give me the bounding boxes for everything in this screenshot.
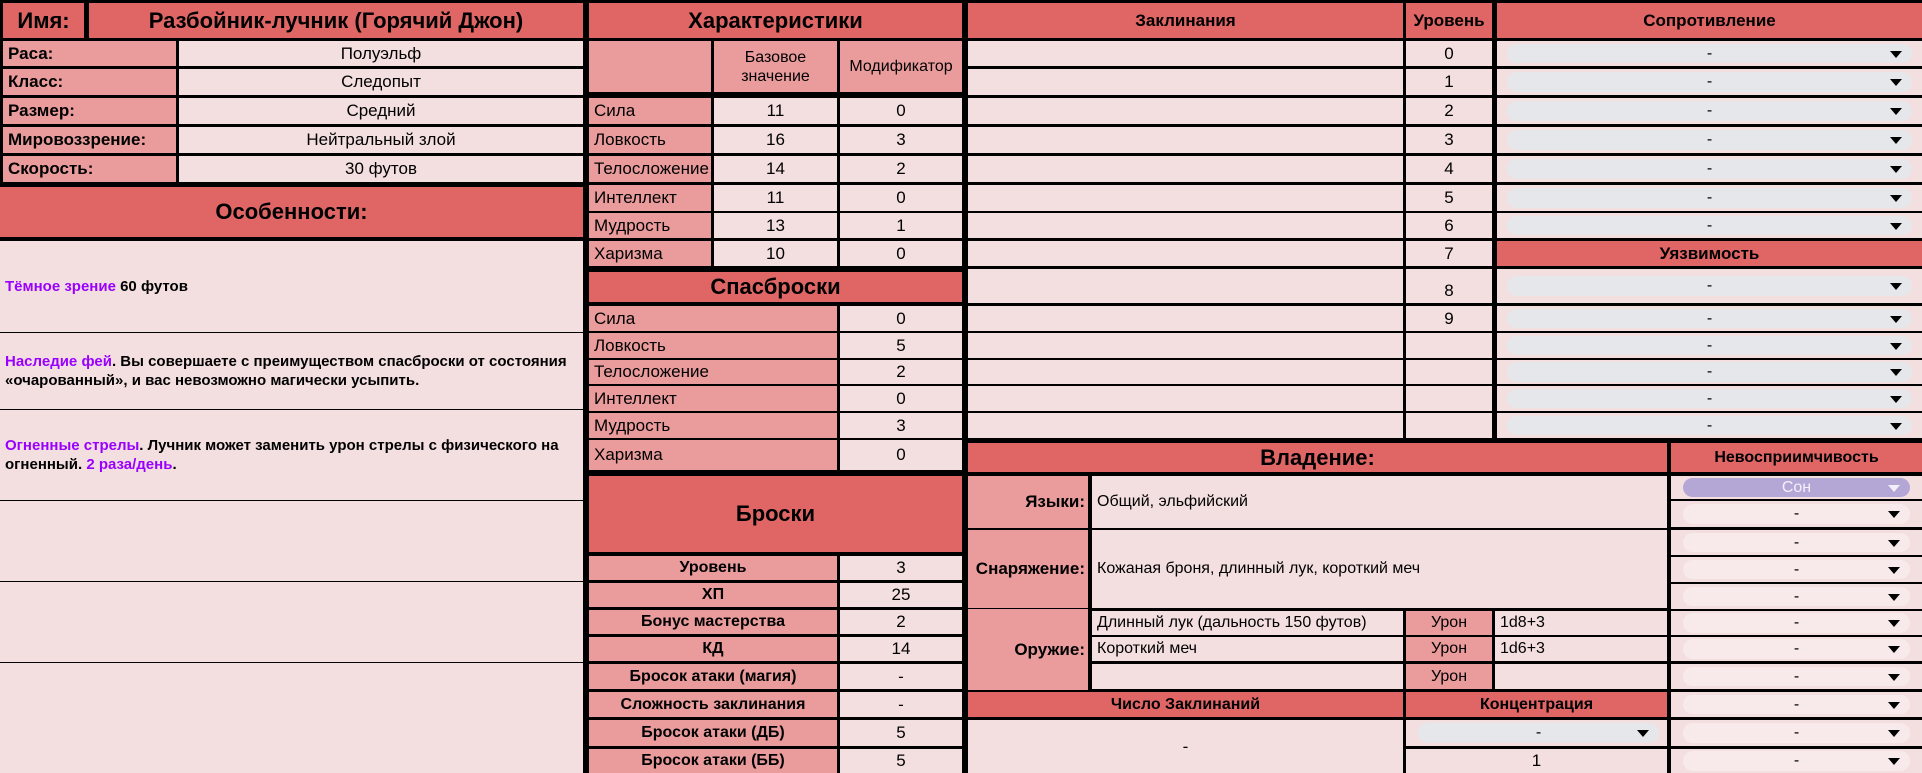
save-strength: Сила <box>589 306 837 331</box>
spell-row[interactable] <box>968 306 1403 331</box>
resistance-select[interactable] <box>1507 72 1912 92</box>
select-value: - <box>1706 336 1713 354</box>
speed-label: Скорость: <box>3 156 176 182</box>
ability-dexterity-base[interactable]: 16 <box>714 127 837 153</box>
select-value: - <box>1793 614 1800 631</box>
weapons-label: Оружие: <box>968 609 1088 690</box>
resistance-cell <box>1497 156 1922 182</box>
resistance-select[interactable] <box>1507 130 1912 150</box>
chevron-down-icon <box>1890 396 1902 403</box>
select-value: - <box>1706 363 1713 380</box>
save-constitution: Телосложение <box>589 360 837 384</box>
spell-level-empty <box>1406 360 1492 384</box>
immunity-select[interactable] <box>1683 639 1910 659</box>
resistance-title: Сопротивление <box>1497 3 1922 38</box>
equipment-label: Снаряжение: <box>968 530 1088 608</box>
roll-proficiency-bonus-value[interactable]: 2 <box>840 610 962 634</box>
alignment-label: Мировоззрение: <box>3 127 176 153</box>
immunity-cell <box>1671 501 1922 527</box>
name-label: Имя: <box>3 3 84 38</box>
save-intelligence: Интеллект <box>589 386 837 411</box>
roll-level: Уровень <box>589 556 837 580</box>
select-value: - <box>1793 724 1800 741</box>
ability-constitution-mod[interactable]: 2 <box>840 156 962 182</box>
weapon-damage-label: Урон <box>1406 611 1492 635</box>
select-value: - <box>1706 416 1713 434</box>
save-dexterity: Ловкость <box>589 333 837 358</box>
vulnerability-title: Уязвимость <box>1497 241 1922 266</box>
immunity-select[interactable] <box>1683 504 1910 524</box>
roll-spell-dc-value[interactable]: - <box>840 692 962 717</box>
select-value: Сон <box>1781 478 1812 496</box>
roll-spell-dc: Сложность заклинания <box>589 692 837 717</box>
features-title: Особенности: <box>0 187 583 237</box>
immunity-cell <box>1671 476 1922 499</box>
immunity-select[interactable] <box>1683 751 1910 771</box>
immunity-cell <box>1671 557 1922 582</box>
roll-melee-attack-value[interactable]: 5 <box>840 749 962 773</box>
chevron-down-icon <box>1888 758 1900 765</box>
resistance-cell <box>1497 41 1922 66</box>
feature-empty-2[interactable] <box>0 582 583 662</box>
immunity-select[interactable] <box>1683 695 1910 714</box>
chevron-down-icon <box>1890 108 1902 115</box>
chevron-down-icon <box>1890 343 1902 350</box>
select-value: - <box>1793 533 1800 551</box>
vulnerability-cell <box>1497 360 1922 384</box>
roll-hp-value[interactable]: 25 <box>840 583 962 607</box>
resistance-select[interactable] <box>1507 188 1912 208</box>
save-constitution-value[interactable]: 2 <box>840 360 962 384</box>
select-value: - <box>1706 73 1713 90</box>
feature-text-end: . <box>172 456 177 473</box>
ability-dexterity-mod[interactable]: 3 <box>840 127 962 153</box>
spell-row[interactable] <box>968 127 1403 153</box>
select-value: - <box>1706 131 1713 148</box>
chevron-down-icon <box>1890 369 1902 376</box>
select-value: - <box>1793 640 1800 657</box>
save-wisdom-value[interactable]: 3 <box>840 413 962 438</box>
roll-proficiency-bonus: Бонус мастерства <box>589 610 837 634</box>
roll-ranged-attack: Бросок атаки (ДБ) <box>589 720 837 746</box>
alignment-value[interactable]: Нейтральный злой <box>179 127 583 153</box>
spell-level: 4 <box>1406 156 1492 182</box>
feature-text: . Лучник может заменить урон стрелы с физического на огненный. <box>5 437 559 473</box>
select-value: - <box>1706 309 1713 327</box>
weapon-name[interactable]: Длинный лук (дальность 150 футов) <box>1092 611 1403 635</box>
feature-empty-1[interactable] <box>0 501 583 581</box>
immunity-select[interactable] <box>1683 533 1910 552</box>
spell-level: 1 <box>1406 69 1492 95</box>
character-name[interactable]: Разбойник-лучник (Горячий Джон) <box>89 3 583 38</box>
chevron-down-icon <box>1888 594 1900 601</box>
equipment-value[interactable]: Кожаная броня, длинный лук, короткий меч <box>1092 530 1667 608</box>
feature-darkvision[interactable] <box>0 241 583 332</box>
select-value: - <box>1793 587 1800 605</box>
speed-value[interactable]: 30 футов <box>179 156 583 182</box>
select-value: - <box>1706 389 1713 407</box>
chevron-down-icon <box>1888 567 1900 574</box>
immunity-cell <box>1671 720 1922 746</box>
feature-name: Наследие фей <box>5 353 112 370</box>
spell-level: 3 <box>1406 127 1492 153</box>
chevron-down-icon <box>1888 702 1900 709</box>
proficiency-title: Владение: <box>968 443 1667 472</box>
spell-row[interactable] <box>968 156 1403 182</box>
weapon-damage[interactable]: 1d8+3 <box>1495 611 1667 635</box>
spell-row[interactable] <box>968 98 1403 124</box>
immunity-select[interactable] <box>1683 667 1910 686</box>
save-charisma-value[interactable]: 0 <box>840 440 962 470</box>
resistance-cell <box>1497 185 1922 211</box>
immunity-cell <box>1671 692 1922 717</box>
select-value: - <box>1793 505 1800 522</box>
chevron-down-icon <box>1890 223 1902 230</box>
resistance-select[interactable] <box>1507 159 1912 179</box>
spell-level-header: Уровень <box>1406 3 1492 38</box>
feature-uses: 2 раза/день <box>86 456 173 473</box>
chevron-down-icon <box>1890 137 1902 144</box>
save-intelligence-value[interactable]: 0 <box>840 386 962 411</box>
select-value: - <box>1706 277 1713 294</box>
resistance-cell <box>1497 69 1922 95</box>
resistance-cell <box>1497 127 1922 153</box>
abilities-title: Характеристики <box>589 3 962 38</box>
immunity-title: Невосприимчивость <box>1671 443 1922 472</box>
concentration-cell <box>1406 720 1667 746</box>
select-value: - <box>1706 160 1713 177</box>
concentration-select[interactable] <box>1418 723 1659 743</box>
resistance-select[interactable] <box>1507 101 1912 121</box>
weapon-damage-label: Урон <box>1406 637 1492 661</box>
roll-ranged-attack-value[interactable]: 5 <box>840 720 962 746</box>
class-value[interactable]: Следопыт <box>179 69 583 95</box>
concentration-title: Концентрация <box>1406 692 1667 717</box>
vulnerability-cell <box>1497 386 1922 411</box>
weapon-name[interactable]: Короткий меч <box>1092 637 1403 661</box>
roll-spell-attack: Бросок атаки (магия) <box>589 664 837 689</box>
spell-row[interactable] <box>968 213 1403 238</box>
feature-name: Тёмное зрение <box>5 278 116 295</box>
immunity-select[interactable] <box>1683 723 1910 743</box>
select-value: - <box>1706 44 1713 62</box>
ability-charisma-base[interactable]: 10 <box>714 241 837 266</box>
vulnerability-select[interactable] <box>1507 336 1912 355</box>
immunity-cell <box>1671 584 1922 609</box>
ability-constitution-base[interactable]: 14 <box>714 156 837 182</box>
ability-intelligence-base[interactable]: 11 <box>714 185 837 211</box>
save-wisdom: Мудрость <box>589 413 837 438</box>
chevron-down-icon <box>1890 283 1902 290</box>
weapon-name[interactable] <box>1092 664 1403 689</box>
select-value: - <box>1706 216 1713 234</box>
ability-constitution: Телосложение <box>589 156 711 182</box>
save-charisma: Харизма <box>589 440 837 470</box>
roll-hp: ХП <box>589 583 837 607</box>
immunity-select[interactable] <box>1683 613 1910 633</box>
select-value: - <box>1706 102 1713 119</box>
ability-intelligence: Интеллект <box>589 185 711 211</box>
spell-level: 5 <box>1406 185 1492 211</box>
chevron-down-icon <box>1888 646 1900 653</box>
immunity-cell <box>1671 749 1922 773</box>
spell-level-empty <box>1406 333 1492 358</box>
chevron-down-icon <box>1890 195 1902 202</box>
rolls-title: Броски <box>589 476 962 552</box>
immunity-cell <box>1671 664 1922 689</box>
saves-title: Спасброски <box>589 272 962 302</box>
abilities-corner <box>589 41 711 92</box>
vulnerability-select[interactable] <box>1507 309 1912 328</box>
ability-strength: Сила <box>589 98 711 124</box>
vulnerability-select[interactable] <box>1507 416 1912 435</box>
languages-value[interactable]: Общий, эльфийский <box>1092 476 1667 528</box>
race-label: Раса: <box>3 41 176 66</box>
select-value: - <box>1535 724 1542 741</box>
spell-level: 9 <box>1406 306 1492 331</box>
roll-spell-attack-value[interactable]: - <box>840 664 962 689</box>
chevron-down-icon <box>1888 511 1900 518</box>
ability-charisma-mod[interactable]: 0 <box>840 241 962 266</box>
race-value[interactable]: Полуэльф <box>179 41 583 66</box>
select-value: - <box>1706 189 1713 206</box>
languages-label: Языки: <box>968 476 1088 528</box>
spell-row[interactable] <box>968 360 1403 384</box>
roll-ac: КД <box>589 637 837 661</box>
vulnerability-cell <box>1497 413 1922 438</box>
chevron-down-icon <box>1890 423 1902 430</box>
size-label: Размер: <box>3 98 176 124</box>
weapon-damage[interactable] <box>1495 664 1667 689</box>
ability-wisdom-base[interactable]: 13 <box>714 213 837 238</box>
feature-text: 60 футов <box>115 278 188 295</box>
spell-row[interactable] <box>968 386 1403 411</box>
select-value: - <box>1793 667 1800 685</box>
spell-row[interactable] <box>968 185 1403 211</box>
vulnerability-select[interactable] <box>1507 389 1912 408</box>
immunity-select[interactable] <box>1683 560 1910 579</box>
vulnerability-cell <box>1497 269 1922 303</box>
ability-strength-base[interactable]: 11 <box>714 98 837 124</box>
ability-intelligence-mod[interactable]: 0 <box>840 185 962 211</box>
feature-empty-3[interactable] <box>0 663 583 773</box>
vulnerability-select[interactable] <box>1507 276 1912 296</box>
feature-fire-arrows[interactable] <box>0 410 583 500</box>
spell-level: 7 <box>1406 241 1492 266</box>
feature-text: . Вы совершаете с преимуществом спасброски от состояния «очарованный», и вас невозможно магически усыпить. <box>5 353 567 389</box>
feature-name: Огненные стрелы <box>5 437 140 454</box>
chevron-down-icon <box>1890 51 1902 58</box>
save-dexterity-value[interactable]: 5 <box>840 333 962 358</box>
immunity-select[interactable] <box>1683 478 1910 497</box>
roll-ac-value[interactable]: 14 <box>840 637 962 661</box>
feature-fey-ancestry[interactable] <box>0 333 583 409</box>
spell-row[interactable] <box>968 69 1403 95</box>
vulnerability-cell <box>1497 306 1922 331</box>
chevron-down-icon <box>1888 540 1900 547</box>
immunity-cell <box>1671 530 1922 555</box>
ability-wisdom: Мудрость <box>589 213 711 238</box>
immunity-select[interactable] <box>1683 587 1910 606</box>
roll-melee-attack: Бросок атаки (ББ) <box>589 749 837 773</box>
weapon-damage-label: Урон <box>1406 664 1492 689</box>
ability-dexterity: Ловкость <box>589 127 711 153</box>
spell-level: 2 <box>1406 98 1492 124</box>
spell-count-title: Число Заклинаний <box>968 692 1403 717</box>
chevron-down-icon <box>1637 730 1649 737</box>
chevron-down-icon <box>1890 79 1902 86</box>
spell-row[interactable] <box>968 241 1403 266</box>
spell-level: 8 <box>1406 269 1492 303</box>
class-label: Класс: <box>3 69 176 95</box>
chevron-down-icon <box>1888 674 1900 681</box>
ability-wisdom-mod[interactable]: 1 <box>840 213 962 238</box>
chevron-down-icon <box>1888 485 1900 492</box>
resistance-cell <box>1497 98 1922 124</box>
select-value: - <box>1793 695 1800 713</box>
select-value: - <box>1793 752 1800 769</box>
ability-charisma: Харизма <box>589 241 711 266</box>
resistance-select[interactable] <box>1507 216 1912 235</box>
chevron-down-icon <box>1890 316 1902 323</box>
resistance-cell <box>1497 213 1922 238</box>
spell-level-empty <box>1406 413 1492 438</box>
spells-title: Заклинания <box>968 3 1403 38</box>
immunity-cell <box>1671 637 1922 661</box>
spell-row[interactable] <box>968 333 1403 358</box>
save-strength-value[interactable]: 0 <box>840 306 962 331</box>
spell-level: 6 <box>1406 213 1492 238</box>
spell-row[interactable] <box>968 413 1403 438</box>
weapon-damage[interactable]: 1d6+3 <box>1495 637 1667 661</box>
spell-row[interactable] <box>968 269 1403 303</box>
spell-row[interactable] <box>968 41 1403 66</box>
concentration-count[interactable]: 1 <box>1406 749 1667 773</box>
chevron-down-icon <box>1888 730 1900 737</box>
size-value[interactable]: Средний <box>179 98 583 124</box>
resistance-select[interactable] <box>1507 44 1912 63</box>
spell-level: 0 <box>1406 41 1492 66</box>
immunity-cell <box>1671 611 1922 635</box>
ability-strength-mod[interactable]: 0 <box>840 98 962 124</box>
spell-count-value[interactable]: - <box>968 720 1403 773</box>
vulnerability-cell <box>1497 333 1922 358</box>
spell-level-empty <box>1406 386 1492 411</box>
chevron-down-icon <box>1890 166 1902 173</box>
roll-level-value[interactable]: 3 <box>840 556 962 580</box>
chevron-down-icon <box>1888 620 1900 627</box>
modifier-header: Модификатор <box>840 41 962 92</box>
base-value-header: Базовое значение <box>714 41 837 92</box>
select-value: - <box>1793 560 1800 578</box>
vulnerability-select[interactable] <box>1507 362 1912 382</box>
